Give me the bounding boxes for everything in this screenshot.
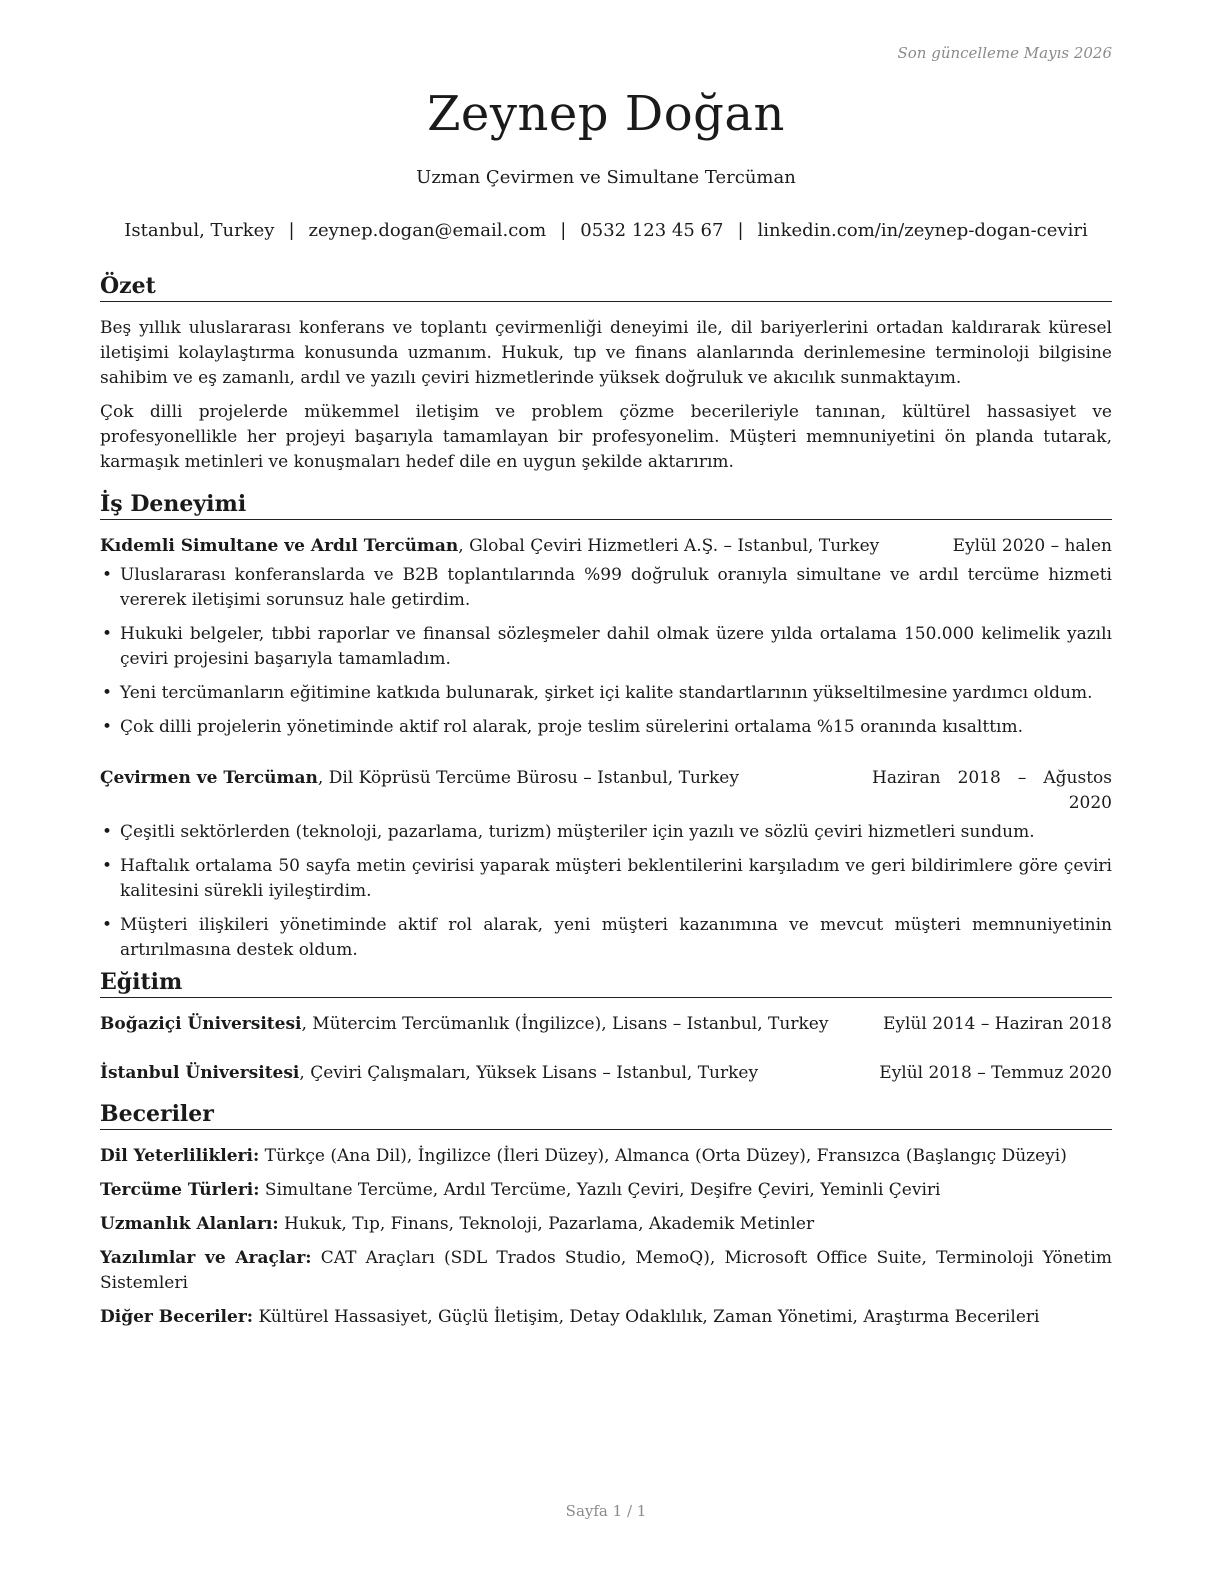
- contact-separator: |: [560, 220, 567, 241]
- list-item: • Uluslararası konferanslarda ve B2B toplantılarında %99 doğruluk oranıyla simultane ve ardıl tercüme hizmeti vererek iletişimi sorunsuz hale getirdim.: [100, 563, 1112, 613]
- job-bullets: [100, 563, 1112, 740]
- skill-line: [100, 1144, 1112, 1169]
- education-dates: Eylül 2018 – Temmuz 2020: [879, 1063, 1112, 1083]
- summary-paragraph: Çok dilli projelerde mükemmel iletişim ve problem çözme becerileriyle tanınan, kültürel hassasiyet ve profesyonellikle her projeyi başarıyla tamamlayan bir profesyonelim. Müşteri memnuniyetini ön planda tutarak, karmaşık metinleri ve konuşmaları hedef dile en uygun şekilde aktarırım.: [100, 402, 1112, 472]
- contact-location: Istanbul, Turkey: [124, 220, 275, 241]
- school-name: Boğaziçi Üniversitesi: [100, 1014, 302, 1034]
- job-company: , Dil Köprüsü Tercüme Bürosu – Istanbul, Turkey: [317, 768, 739, 788]
- job-company: , Global Çeviri Hizmetleri A.Ş. – Istanbul, Turkey: [458, 536, 880, 556]
- summary-paragraph: Beş yıllık uluslararası konferans ve toplantı çevirmenliği deneyimi ile, dil bariyerlerini ortadan kaldırarak küresel iletişimi kolaylaştırma konusunda uzmanım. Hukuk, tıp ve finans alanlarında derinlemesine terminoloji bilgisine sahibim ve eş zamanlı, ardıl ve yazılı çeviri hizmetlerinde yüksek doğruluk ve akıcılık sunmaktayım.: [100, 318, 1112, 388]
- last-updated: Son güncelleme Mayıs 2026: [897, 44, 1112, 62]
- skill-line: [100, 1246, 1112, 1296]
- list-item: • Haftalık ortalama 50 sayfa metin çevirisi yaparak müşteri beklentilerini karşıladım ve geri bildirimlere göre çeviri kalitesini sürekli iyileştirdim.: [100, 854, 1112, 904]
- skill-value: Hukuk, Tıp, Finans, Teknoloji, Pazarlama, Akademik Metinler: [278, 1214, 815, 1234]
- degree-detail: , Çeviri Çalışmaları, Yüksek Lisans – Istanbul, Turkey: [299, 1063, 759, 1083]
- person-name: Zeynep Doğan: [427, 86, 785, 142]
- job-header: [100, 766, 1112, 816]
- contact-separator: |: [288, 220, 295, 241]
- section-heading: Beceriler: [100, 1100, 1112, 1130]
- skill-value: CAT Araçları (SDL Trados Studio, MemoQ), Microsoft Office Suite, Terminoloji Yönetim Sistemleri: [100, 1248, 1112, 1293]
- job-entry: [100, 766, 1112, 963]
- job-bullets: [100, 820, 1112, 963]
- skill-label: Diğer Beceriler:: [100, 1307, 254, 1327]
- list-item: • Yeni tercümanların eğitimine katkıda bulunarak, şirket içi kalite standartlarının yükseltilmesine yardımcı oldum.: [100, 681, 1112, 706]
- contact-email[interactable]: zeynep.dogan@email.com: [308, 220, 547, 241]
- section-heading: İş Deneyimi: [100, 490, 1112, 520]
- list-item: • Hukuki belgeler, tıbbi raporlar ve finansal sözleşmeler dahil olmak üzere yılda ortalama 150.000 kelimelik yazılı çeviri projesini başarıyla tamamladım.: [100, 622, 1112, 672]
- contact-separator: |: [737, 220, 744, 241]
- job-dates: Haziran 2018 – Ağustos 2020: [872, 768, 1112, 813]
- skill-line: [100, 1305, 1112, 1330]
- job-header: [100, 534, 1112, 559]
- skill-label: Yazılımlar ve Araçlar:: [100, 1248, 312, 1268]
- contact-linkedin[interactable]: linkedin.com/in/zeynep-dogan-ceviri: [757, 220, 1088, 241]
- job-entry: [100, 534, 1112, 740]
- job-title: Çevirmen ve Tercüman: [100, 768, 318, 788]
- skill-value: Kültürel Hassasiyet, Güçlü İletişim, Detay Odaklılık, Zaman Yönetimi, Araştırma Becerileri: [253, 1307, 1040, 1327]
- section-heading: Eğitim: [100, 968, 1112, 998]
- education-entry: [100, 1061, 1112, 1086]
- skill-label: Dil Yeterlilikleri:: [100, 1146, 260, 1166]
- experience-section: [100, 490, 1112, 963]
- skill-label: Tercüme Türleri:: [100, 1180, 260, 1200]
- page-number: Sayfa 1 / 1: [565, 1502, 647, 1520]
- contact-phone: 0532 123 45 67: [580, 220, 724, 241]
- list-item: • Müşteri ilişkileri yönetiminde aktif rol alarak, yeni müşteri kazanımına ve mevcut müşteri memnuniyetinin artırılmasına destek oldum.: [100, 913, 1112, 963]
- job-dates: Eylül 2020 – halen: [952, 536, 1112, 556]
- section-heading: Özet: [100, 272, 1112, 302]
- skills-section: [100, 1100, 1112, 1330]
- contact-line: [100, 220, 1112, 241]
- skill-line: [100, 1178, 1112, 1203]
- job-title: Kıdemli Simultane ve Ardıl Tercüman: [100, 536, 459, 556]
- school-name: İstanbul Üniversitesi: [100, 1063, 300, 1083]
- education-entry: [100, 1012, 1112, 1037]
- job-title: Uzman Çevirmen ve Simultane Tercüman: [416, 167, 796, 188]
- list-item: • Çok dilli projelerin yönetiminde aktif rol alarak, proje teslim sürelerini ortalama %15 oranında kısalttım.: [100, 715, 1112, 740]
- skill-label: Uzmanlık Alanları:: [100, 1214, 279, 1234]
- skill-value: Simultane Tercüme, Ardıl Tercüme, Yazılı Çeviri, Deşifre Çeviri, Yeminli Çeviri: [259, 1180, 941, 1200]
- skill-line: [100, 1212, 1112, 1237]
- degree-detail: , Mütercim Tercümanlık (İngilizce), Lisans – Istanbul, Turkey: [301, 1014, 829, 1034]
- skill-value: Türkçe (Ana Dil), İngilizce (İleri Düzey), Almanca (Orta Düzey), Fransızca (Başlangıç Düzeyi): [259, 1146, 1067, 1166]
- summary-section: [100, 272, 1112, 475]
- list-item: • Çeşitli sektörlerden (teknoloji, pazarlama, turizm) müşteriler için yazılı ve sözlü çeviri hizmetleri sundum.: [100, 820, 1112, 845]
- education-section: [100, 968, 1112, 1086]
- education-dates: Eylül 2014 – Haziran 2018: [882, 1014, 1112, 1034]
